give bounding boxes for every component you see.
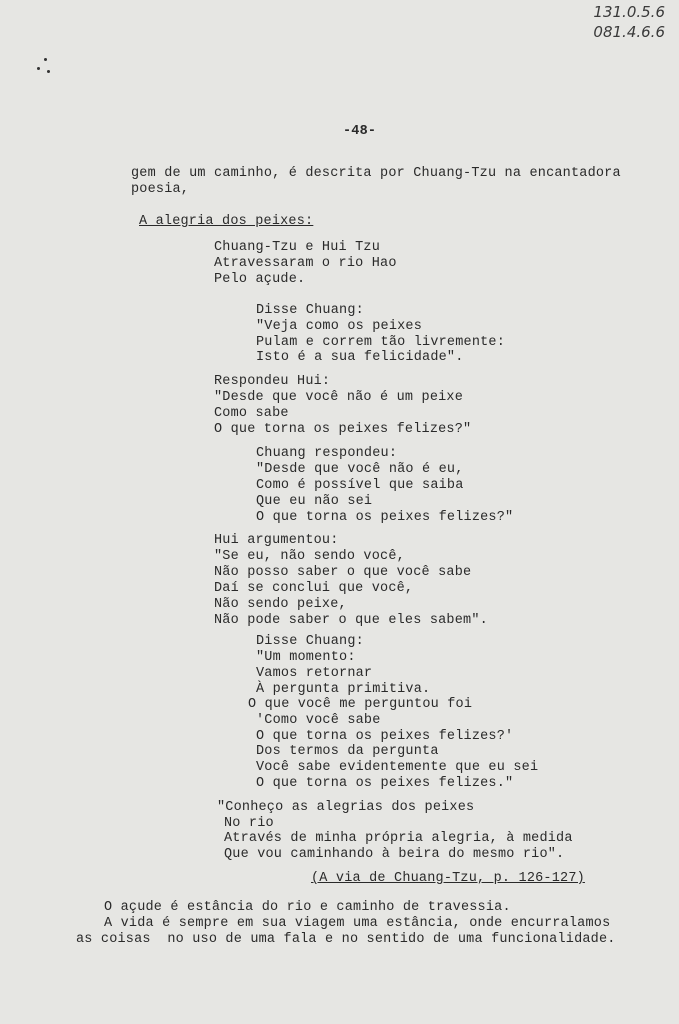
poem-line: Você sabe evidentemente que eu sei	[256, 760, 539, 775]
poem-line: Dos termos da pergunta	[256, 744, 439, 759]
poem-line: O que torna os peixes felizes."	[256, 776, 514, 791]
poem-line: Daí se conclui que você,	[214, 581, 414, 596]
poem-line: No rio	[224, 816, 274, 831]
poem-line: Não sendo peixe,	[214, 597, 347, 612]
poem-line: Chuang respondeu:	[256, 446, 398, 461]
poem-line: "Veja como os peixes	[256, 319, 423, 334]
poem-line: Hui argumentou:	[214, 533, 339, 548]
poem-line: Respondeu Hui:	[214, 374, 331, 389]
poem-line: O que você me perguntou foi	[248, 697, 473, 712]
poem-line: Chuang-Tzu e Hui Tzu	[214, 240, 381, 255]
poem-line: Não posso saber o que você sabe	[214, 565, 472, 580]
poem-line: Isto é a sua felicidade".	[256, 350, 464, 365]
poem-line: O que torna os peixes felizes?"	[256, 510, 514, 525]
ink-speck	[37, 67, 40, 70]
poem-line: Pelo açude.	[214, 272, 306, 287]
archive-code	[593, 2, 665, 42]
poem-line: Disse Chuang:	[256, 303, 364, 318]
poem-line: Através de minha própria alegria, à medida	[224, 831, 573, 846]
ink-speck	[44, 58, 47, 61]
poem-line: O que torna os peixes felizes?'	[256, 729, 514, 744]
poem-line: Pulam e correm tão livremente:	[256, 335, 506, 350]
intro-line: poesia,	[131, 182, 190, 197]
closing-line: O açude é estância do rio e caminho de travessia.	[104, 900, 511, 915]
closing-line: as coisas no uso de uma fala e no sentido de uma funcionalidade.	[76, 932, 616, 947]
archive-code-line: 081.4.6.6	[593, 23, 665, 41]
poem-line: Não pode saber o que eles sabem".	[214, 613, 488, 628]
poem-line: O que torna os peixes felizes?"	[214, 422, 472, 437]
poem-line: Vamos retornar	[256, 666, 373, 681]
poem-line: Que eu não sei	[256, 494, 373, 509]
citation: (A via de Chuang-Tzu, p. 126-127)	[311, 871, 585, 886]
poem-line: "Desde que você não é eu,	[256, 462, 464, 477]
page-number: -48-	[343, 124, 377, 139]
poem-line: "Um momento:	[256, 650, 356, 665]
poem-line: Que vou caminhando à beira do mesmo rio".	[224, 847, 565, 862]
archive-code-line: 131.0.5.6	[593, 3, 665, 21]
closing-line: A vida é sempre em sua viagem uma estância, onde encurralamos	[104, 916, 611, 931]
poem-line: "Conheço as alegrias dos peixes	[217, 800, 475, 815]
poem-line: 'Como você sabe	[256, 713, 381, 728]
poem-line: "Se eu, não sendo você,	[214, 549, 405, 564]
poem-line: Como sabe	[214, 406, 289, 421]
poem-line: Disse Chuang:	[256, 634, 364, 649]
intro-line: gem de um caminho, é descrita por Chuang-Tzu na encantadora	[131, 166, 621, 181]
poem-line: "Desde que você não é um peixe	[214, 390, 464, 405]
ink-speck	[47, 70, 50, 73]
poem-title: A alegria dos peixes:	[139, 214, 314, 229]
poem-line: Atravessaram o rio Hao	[214, 256, 397, 271]
poem-line: Como é possível que saiba	[256, 478, 464, 493]
poem-line: À pergunta primitiva.	[256, 682, 431, 697]
